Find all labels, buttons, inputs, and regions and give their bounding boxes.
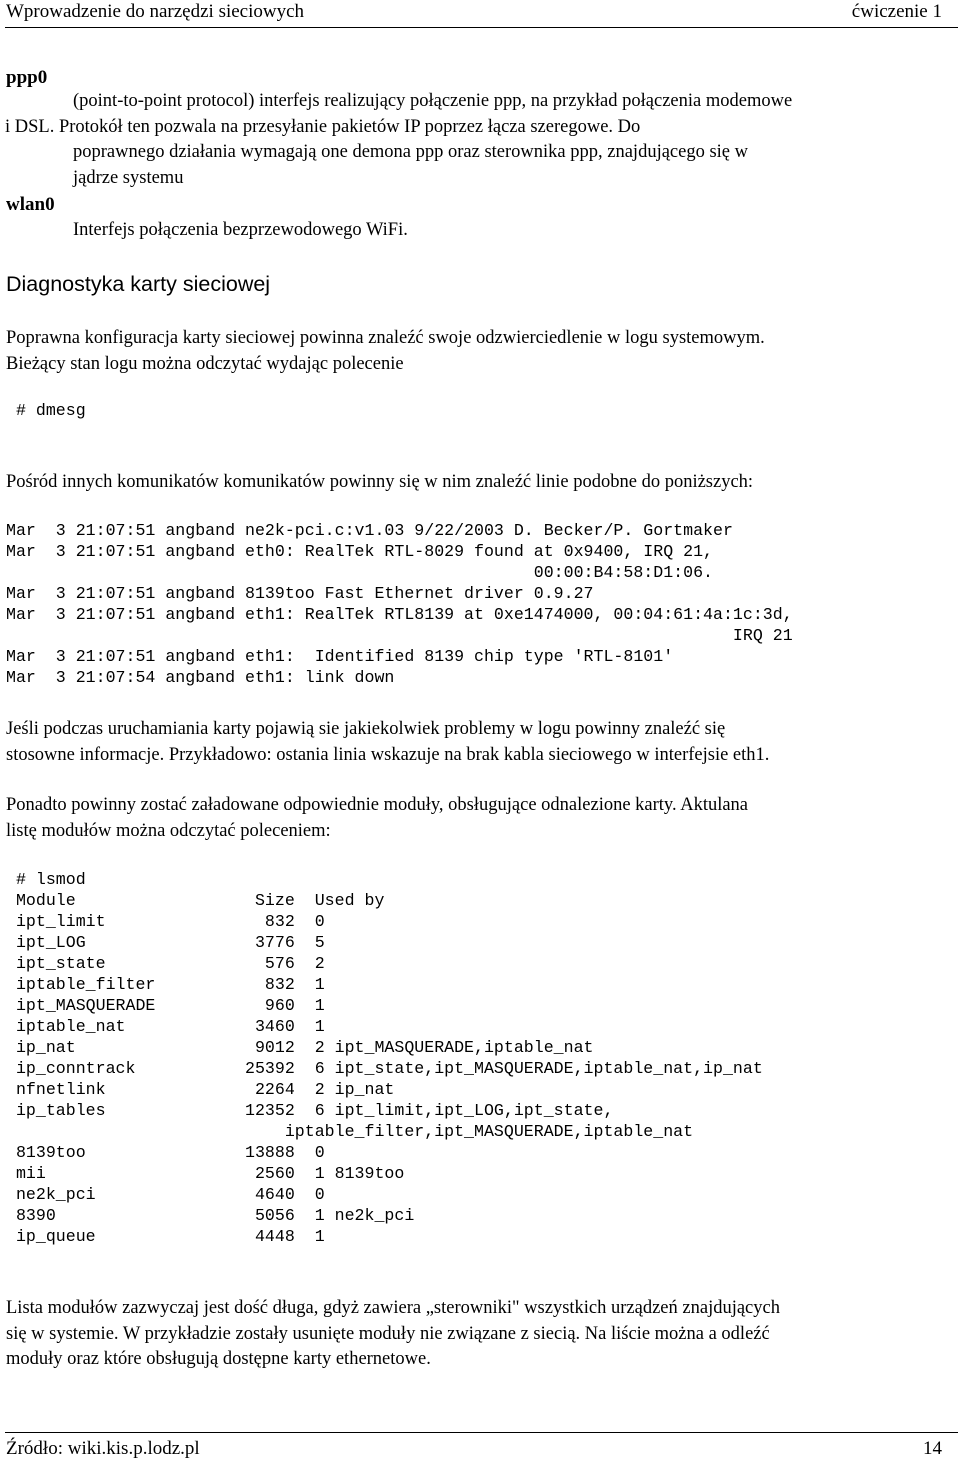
paragraph-line: listę modułów można odczytać poleceniem: xyxy=(6,820,331,841)
lsmod-line: ipt_limit 832 0 xyxy=(6,912,325,931)
lsmod-line: mii 2560 1 8139too xyxy=(6,1164,405,1183)
intro-paragraph xyxy=(6,326,956,377)
lsmod-line: ipt_LOG 3776 5 xyxy=(6,933,325,952)
lsmod-line: iptable_filter 832 1 xyxy=(6,975,325,994)
term-ppp0: ppp0 xyxy=(6,67,48,88)
paragraph-line: Lista modułów zazwyczaj jest dość długa, gdyż zawiera „sterowniki" wszystkich urządzeń znajdujących xyxy=(6,1298,780,1318)
header-title: Wprowadzenie do narzędzi sieciowych xyxy=(6,1,305,22)
problems-paragraph xyxy=(6,717,956,768)
definition-ppp0 xyxy=(5,89,953,191)
lsmod-line: 8390 5056 1 ne2k_pci xyxy=(6,1206,415,1225)
term-wlan0: wlan0 xyxy=(6,194,55,215)
lsmod-line: Module Size Used by xyxy=(6,891,385,910)
page-number: 14 xyxy=(923,1438,942,1459)
lsmod-line: ne2k_pci 4640 0 xyxy=(6,1185,325,1204)
lsmod-line: ip_nat 9012 2 ipt_MASQUERADE,iptable_nat xyxy=(6,1038,594,1057)
lsmod-command: # lsmod xyxy=(6,870,86,889)
paragraph-line: Bieżący stan logu można odczytać wydając polecenie xyxy=(6,353,404,374)
paragraph-line: moduły oraz które obsługują dostępne karty ethernetowe. xyxy=(6,1349,431,1369)
header-exercise: ćwiczenie 1 xyxy=(851,1,942,22)
paragraph-line: Poprawna konfiguracja karty sieciowej powinna znaleźć swoje odzwierciedlenie w logu systemowym. xyxy=(6,328,765,348)
definition-line: i DSL. Protokół ten pozwala na przesyłanie pakietów IP poprzez łącza szeregowe. Do xyxy=(5,116,641,137)
lsmod-line: ipt_MASQUERADE 960 1 xyxy=(6,996,325,1015)
log-intro-paragraph xyxy=(6,470,956,496)
log-line: Mar 3 21:07:51 angband ne2k-pci.c:v1.03 9/22/2003 D. Becker/P. Gortmaker xyxy=(6,521,733,540)
lsmod-line: nfnetlink 2264 2 ip_nat xyxy=(6,1080,395,1099)
log-line: Mar 3 21:07:51 angband eth1: RealTek RTL8139 at 0xe1474000, 00:04:61:4a:1c:3d, xyxy=(6,605,793,624)
lsmod-line: ip_tables 12352 6 ipt_limit,ipt_LOG,ipt_state, xyxy=(6,1101,614,1120)
closing-paragraph xyxy=(6,1296,956,1373)
lsmod-line: ip_conntrack 25392 6 ipt_state,ipt_MASQUERADE,iptable_nat,ip_nat xyxy=(6,1059,763,1078)
log-line: Mar 3 21:07:51 angband eth0: RealTek RTL-8029 found at 0x9400, IRQ 21, xyxy=(6,542,714,561)
paragraph-line: się w systemie. W przykładzie zostały usunięte moduły nie związane z siecią. Na liście można a odleźć xyxy=(6,1323,770,1344)
footer-source: Źródło: wiki.kis.p.lodz.pl xyxy=(6,1438,200,1459)
log-line: 00:00:B4:58:D1:06. xyxy=(6,563,714,582)
paragraph-line: Ponadto powinny zostać załadowane odpowiednie moduły, obsługujące odnalezione karty. Aktulana xyxy=(6,795,749,815)
definition-line: (point-to-point protocol) interfejs realizujący połączenie ppp, na przykład połączenia modemowe xyxy=(73,91,793,111)
paragraph-line: Jeśli podczas uruchamiania karty pojawią sie jakiekolwiek problemy w logu powinny znaleźć się xyxy=(6,719,726,739)
log-line: Mar 3 21:07:54 angband eth1: link down xyxy=(6,668,395,687)
log-line: IRQ 21 xyxy=(6,626,793,645)
lsmod-block xyxy=(6,869,763,1247)
footer-divider xyxy=(5,1432,958,1433)
log-block xyxy=(6,520,793,688)
paragraph-line: Pośród innych komunikatów komunikatów powinny się w nim znaleźć linie podobne do poniższych: xyxy=(6,472,754,492)
definition-line: Interfejs połączenia bezprzewodowego WiFi. xyxy=(73,220,408,240)
lsmod-line: 8139too 13888 0 xyxy=(6,1143,325,1162)
log-line: Mar 3 21:07:51 angband 8139too Fast Ethernet driver 0.9.27 xyxy=(6,584,594,603)
lsmod-line: ip_queue 4448 1 xyxy=(6,1227,325,1246)
header-divider xyxy=(5,27,958,28)
dmesg-command: # dmesg xyxy=(6,401,86,420)
log-line: Mar 3 21:07:51 angband eth1: Identified 8139 chip type 'RTL-8101' xyxy=(6,647,674,666)
paragraph-line: stosowne informacje. Przykładowo: ostania linia wskazuje na brak kabla sieciowego w interfejsie eth1. xyxy=(6,744,770,765)
definition-line: poprawnego działania wymagają one demona ppp oraz sterownika ppp, znajdującego się w xyxy=(73,142,749,162)
definition-wlan0 xyxy=(73,218,953,244)
lsmod-line: iptable_nat 3460 1 xyxy=(6,1017,325,1036)
modules-paragraph xyxy=(6,793,956,844)
section-heading: Diagnostyka karty sieciowej xyxy=(6,272,271,296)
lsmod-line: iptable_filter,ipt_MASQUERADE,iptable_nat xyxy=(6,1122,694,1141)
definition-line: jądrze systemu xyxy=(73,167,184,188)
lsmod-line: ipt_state 576 2 xyxy=(6,954,325,973)
